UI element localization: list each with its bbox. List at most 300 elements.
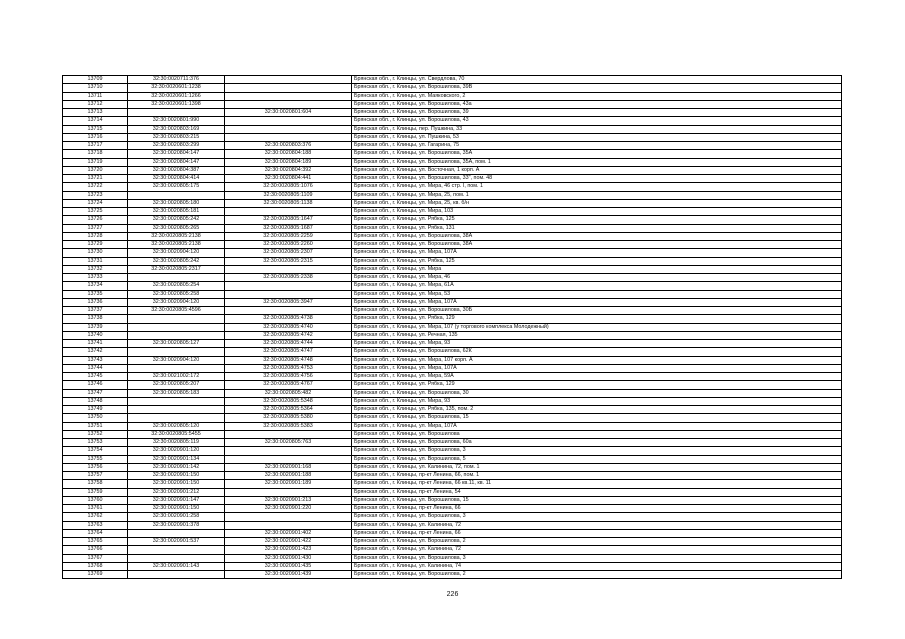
table-row: [63, 290, 842, 298]
object-cadastral-number-cell: 32:30:0020901:439: [225, 571, 352, 579]
address-cell: Брянская обл., г. Клинцы, ул. Мира, 59А: [352, 373, 842, 381]
address-cell: Брянская обл., г. Клинцы, пр-кт Ленина, 66: [352, 505, 842, 513]
table-row: [63, 364, 842, 372]
parcel-cadastral-number-cell: 32:30:0020904:120: [128, 356, 225, 364]
row-number-cell: 13739: [63, 323, 128, 331]
table-row: [63, 323, 842, 331]
address-cell: Брянская обл., г. Клинцы, ул. Мира, 46 стр. I, пом. 1: [352, 183, 842, 191]
address-cell: Брянская обл., г. Клинцы, ул. Мира, 107А: [352, 249, 842, 257]
parcel-cadastral-number-cell: [128, 348, 225, 356]
address-cell: Брянская обл., г. Клинцы, ул. Ворошилова, 2: [352, 571, 842, 579]
parcel-cadastral-number-cell: 32:30:0020804:147: [128, 158, 225, 166]
parcel-cadastral-number-cell: 32:30:0020805:175: [128, 183, 225, 191]
table-row: [63, 389, 842, 397]
row-number-cell: 13710: [63, 84, 128, 92]
table-row: [63, 76, 842, 84]
table-row: [63, 241, 842, 249]
object-cadastral-number-cell: [225, 100, 352, 108]
row-number-cell: 13751: [63, 422, 128, 430]
row-number-cell: 13757: [63, 472, 128, 480]
row-number-cell: 13711: [63, 92, 128, 100]
object-cadastral-number-cell: 32:30:0020805:1138: [225, 199, 352, 207]
parcel-cadastral-number-cell: 32:30:0020901:134: [128, 455, 225, 463]
parcel-cadastral-number-cell: 32:30:0020805:180: [128, 199, 225, 207]
object-cadastral-number-cell: 32:30:0020901:430: [225, 554, 352, 562]
address-cell: Брянская обл., г. Клинцы, ул. Ворошилова, 43а: [352, 100, 842, 108]
table-row: [63, 150, 842, 158]
table-row: [63, 158, 842, 166]
row-number-cell: 13709: [63, 76, 128, 84]
row-number-cell: 13763: [63, 521, 128, 529]
row-number-cell: 13722: [63, 183, 128, 191]
address-cell: Брянская обл., г. Клинцы, ул. Ворошилова, 15: [352, 414, 842, 422]
object-cadastral-number-cell: 32:30:0020901:168: [225, 463, 352, 471]
object-cadastral-number-cell: [225, 125, 352, 133]
row-number-cell: 13742: [63, 348, 128, 356]
parcel-cadastral-number-cell: 32:30:0020904:120: [128, 249, 225, 257]
address-cell: Брянская обл., г. Клинцы, ул. Рябка, 135, пом. 2: [352, 406, 842, 414]
object-cadastral-number-cell: 32:30:0020805:4753: [225, 364, 352, 372]
row-number-cell: 13758: [63, 480, 128, 488]
row-number-cell: 13728: [63, 232, 128, 240]
parcel-cadastral-number-cell: [128, 315, 225, 323]
object-cadastral-number-cell: [225, 84, 352, 92]
row-number-cell: 13734: [63, 282, 128, 290]
table-row: [63, 422, 842, 430]
object-cadastral-number-cell: 32:30:0020805:2338: [225, 274, 352, 282]
row-number-cell: 13713: [63, 109, 128, 117]
object-cadastral-number-cell: 32:30:0020803:376: [225, 142, 352, 150]
row-number-cell: 13726: [63, 216, 128, 224]
row-number-cell: 13724: [63, 199, 128, 207]
address-cell: Брянская обл., г. Клинцы, ул. Рябка, 131: [352, 224, 842, 232]
object-cadastral-number-cell: 32:30:0020805:5383: [225, 422, 352, 430]
parcel-cadastral-number-cell: 32:30:0020601:1266: [128, 92, 225, 100]
row-number-cell: 13716: [63, 133, 128, 141]
row-number-cell: 13744: [63, 364, 128, 372]
object-cadastral-number-cell: [225, 282, 352, 290]
address-cell: Брянская обл., г. Клинцы, ул. Мира, 53: [352, 290, 842, 298]
parcel-cadastral-number-cell: [128, 109, 225, 117]
address-cell: Брянская обл., г. Клинцы, ул. Восточная, 1 корп. А: [352, 166, 842, 174]
object-cadastral-number-cell: 32:30:0020805:2260: [225, 241, 352, 249]
table-row: [63, 496, 842, 504]
object-cadastral-number-cell: 32:30:0020805:1076: [225, 183, 352, 191]
object-cadastral-number-cell: 32:30:0020805:2307: [225, 249, 352, 257]
row-number-cell: 13720: [63, 166, 128, 174]
parcel-cadastral-number-cell: 32:30:0020803:169: [128, 125, 225, 133]
parcel-cadastral-number-cell: 32:30:0020803:299: [128, 142, 225, 150]
table-row: [63, 430, 842, 438]
table-row: [63, 381, 842, 389]
object-cadastral-number-cell: 32:30:0020805:4738: [225, 315, 352, 323]
object-cadastral-number-cell: 32:30:0020805:4748: [225, 356, 352, 364]
address-cell: Брянская обл., г. Клинцы, ул. Мира, 107А: [352, 422, 842, 430]
parcel-cadastral-number-cell: 32:30:0020901:150: [128, 480, 225, 488]
object-cadastral-number-cell: [225, 307, 352, 315]
table-row: [63, 232, 842, 240]
object-cadastral-number-cell: [225, 208, 352, 216]
object-cadastral-number-cell: 32:30:0020805:1109: [225, 191, 352, 199]
object-cadastral-number-cell: 32:30:0020805:5380: [225, 414, 352, 422]
page-number: 226: [446, 591, 459, 598]
parcel-cadastral-number-cell: [128, 406, 225, 414]
row-number-cell: 13765: [63, 538, 128, 546]
parcel-cadastral-number-cell: 32:30:0020805:207: [128, 381, 225, 389]
object-cadastral-number-cell: 32:30:0020805:1647: [225, 216, 352, 224]
address-cell: Брянская обл., г. Клинцы, пр-кт Ленина, 66, пом. 1: [352, 472, 842, 480]
row-number-cell: 13741: [63, 340, 128, 348]
address-cell: Брянская обл., г. Клинцы, ул. Ворошилова, 2: [352, 538, 842, 546]
table-row: [63, 109, 842, 117]
object-cadastral-number-cell: 32:30:0020805:2315: [225, 257, 352, 265]
address-cell: Брянская обл., г. Клинцы, ул. Рябка, 125: [352, 257, 842, 265]
parcel-cadastral-number-cell: 32:30:0020901:378: [128, 521, 225, 529]
address-cell: Брянская обл., г. Клинцы, ул. Ворошилова, 35А: [352, 150, 842, 158]
object-cadastral-number-cell: [225, 76, 352, 84]
address-cell: Брянская обл., г. Клинцы, ул. Калинина, 72: [352, 546, 842, 554]
address-cell: Брянская обл., г. Клинцы, ул. Мира, 107А: [352, 298, 842, 306]
row-number-cell: 13718: [63, 150, 128, 158]
object-cadastral-number-cell: [225, 265, 352, 273]
row-number-cell: 13768: [63, 562, 128, 570]
address-cell: Брянская обл., г. Клинцы, ул. Мира, 93: [352, 340, 842, 348]
parcel-cadastral-number-cell: 32:30:0020901:150: [128, 505, 225, 513]
address-cell: Брянская обл., г. Клинцы, ул. Ворошилова, 3: [352, 554, 842, 562]
parcel-cadastral-number-cell: 32:30:0020805:254: [128, 282, 225, 290]
address-cell: Брянская обл., г. Клинцы, ул. Ворошилова, 5: [352, 455, 842, 463]
address-cell: Брянская обл., г. Клинцы, ул. Калинина, 72: [352, 521, 842, 529]
table-row: [63, 100, 842, 108]
table-row: [63, 216, 842, 224]
address-cell: Брянская обл., г. Клинцы, пр-кт Ленина, 66 кв.11, кв. 11: [352, 480, 842, 488]
parcel-cadastral-number-cell: 32:30:0020804:387: [128, 166, 225, 174]
parcel-cadastral-number-cell: 32:30:0021002:172: [128, 373, 225, 381]
object-cadastral-number-cell: 32:30:0020901:435: [225, 562, 352, 570]
parcel-cadastral-number-cell: 32:30:0020805:119: [128, 439, 225, 447]
address-cell: Брянская обл., г. Клинцы, пер. Пушкина, 33: [352, 125, 842, 133]
parcel-cadastral-number-cell: 32:30:0020805:265: [128, 224, 225, 232]
object-cadastral-number-cell: 32:30:0020805:4756: [225, 373, 352, 381]
parcel-cadastral-number-cell: 32:30:0020805:5455: [128, 430, 225, 438]
address-cell: Брянская обл., г. Клинцы, ул. Мира, 25, пом. 1: [352, 191, 842, 199]
table-row: [63, 298, 842, 306]
object-cadastral-number-cell: [225, 521, 352, 529]
object-cadastral-number-cell: 32:30:0020805:4742: [225, 331, 352, 339]
parcel-cadastral-number-cell: 32:30:0020805:120: [128, 422, 225, 430]
address-cell: Брянская обл., г. Клинцы, ул. Мира, 103: [352, 208, 842, 216]
address-cell: Брянская обл., г. Клинцы, ул. Мира, 107 корп. А: [352, 356, 842, 364]
table-row: [63, 133, 842, 141]
table-row: [63, 125, 842, 133]
object-cadastral-number-cell: 32:30:0020805:4767: [225, 381, 352, 389]
table-row: [63, 265, 842, 273]
parcel-cadastral-number-cell: 32:30:0020804:414: [128, 175, 225, 183]
row-number-cell: 13738: [63, 315, 128, 323]
parcel-cadastral-number-cell: 32:30:0020901:147: [128, 496, 225, 504]
object-cadastral-number-cell: 32:30:0020804:392: [225, 166, 352, 174]
parcel-cadastral-number-cell: 32:30:0020901:143: [128, 562, 225, 570]
parcel-cadastral-number-cell: 32:30:0020805:183: [128, 389, 225, 397]
row-number-cell: 13747: [63, 389, 128, 397]
table-row: [63, 554, 842, 562]
address-cell: Брянская обл., г. Клинцы, ул. Ворошилова, 43: [352, 117, 842, 125]
object-cadastral-number-cell: 32:30:0020804:188: [225, 150, 352, 158]
address-cell: Брянская обл., г. Клинцы, ул. Ворошилова, 60а: [352, 439, 842, 447]
parcel-cadastral-number-cell: 32:30:0020901:150: [128, 472, 225, 480]
address-cell: Брянская обл., г. Клинцы, ул. Ворошилова, 39: [352, 109, 842, 117]
parcel-cadastral-number-cell: 32:30:0020711:376: [128, 76, 225, 84]
address-cell: Брянская обл., г. Клинцы, ул. Ворошилова, 30: [352, 389, 842, 397]
address-cell: Брянская обл., г. Клинцы, ул. Ворошилова, 3: [352, 447, 842, 455]
table-row: [63, 340, 842, 348]
parcel-cadastral-number-cell: 32:30:0020805:258: [128, 290, 225, 298]
table-row: [63, 397, 842, 405]
row-number-cell: 13745: [63, 373, 128, 381]
row-number-cell: 13721: [63, 175, 128, 183]
table-row: [63, 480, 842, 488]
object-cadastral-number-cell: [225, 133, 352, 141]
row-number-cell: 13755: [63, 455, 128, 463]
parcel-cadastral-number-cell: 32:30:0020805:127: [128, 340, 225, 348]
address-cell: Брянская обл., г. Клинцы, ул. Ворошилова, 33", пом. 48: [352, 175, 842, 183]
object-cadastral-number-cell: 32:30:0020805:3947: [225, 298, 352, 306]
object-cadastral-number-cell: 32:30:0020901:422: [225, 538, 352, 546]
row-number-cell: 13749: [63, 406, 128, 414]
parcel-cadastral-number-cell: [128, 529, 225, 537]
parcel-cadastral-number-cell: 32:30:0020601:1398: [128, 100, 225, 108]
table-row: [63, 307, 842, 315]
table-row: [63, 521, 842, 529]
table-row: [63, 117, 842, 125]
parcel-cadastral-number-cell: 32:30:0020805:181: [128, 208, 225, 216]
parcel-cadastral-number-cell: [128, 571, 225, 579]
address-cell: Брянская обл., г. Клинцы, ул. Мира, 93: [352, 397, 842, 405]
object-cadastral-number-cell: 32:30:0020901:402: [225, 529, 352, 537]
object-cadastral-number-cell: 32:30:0020805:5348: [225, 397, 352, 405]
row-number-cell: 13760: [63, 496, 128, 504]
registry-table-body: [63, 76, 842, 579]
object-cadastral-number-cell: 32:30:0020805:1687: [225, 224, 352, 232]
parcel-cadastral-number-cell: 32:30:0020805:2317: [128, 265, 225, 273]
object-cadastral-number-cell: 32:30:0020805:4747: [225, 348, 352, 356]
row-number-cell: 13733: [63, 274, 128, 282]
address-cell: Брянская обл., г. Клинцы, ул. Калинина, 74: [352, 562, 842, 570]
object-cadastral-number-cell: 32:30:0020805:482: [225, 389, 352, 397]
object-cadastral-number-cell: [225, 290, 352, 298]
address-cell: Брянская обл., г. Клинцы, ул. Калинина, 72, пом. 1: [352, 463, 842, 471]
parcel-cadastral-number-cell: 32:30:0020804:147: [128, 150, 225, 158]
address-cell: Брянская обл., г. Клинцы, ул. Рябка, 129: [352, 381, 842, 389]
row-number-cell: 13715: [63, 125, 128, 133]
row-number-cell: 13759: [63, 488, 128, 496]
parcel-cadastral-number-cell: [128, 554, 225, 562]
object-cadastral-number-cell: [225, 117, 352, 125]
table-row: [63, 199, 842, 207]
address-cell: Брянская обл., г. Клинцы, ул. Мира, 61А: [352, 282, 842, 290]
address-cell: Брянская обл., г. Клинцы, ул. Мира, 46: [352, 274, 842, 282]
row-number-cell: 13712: [63, 100, 128, 108]
parcel-cadastral-number-cell: 32:30:0020904:120: [128, 298, 225, 306]
parcel-cadastral-number-cell: [128, 331, 225, 339]
table-row: [63, 224, 842, 232]
address-cell: Брянская обл., г. Клинцы, ул. Свердлова, 70: [352, 76, 842, 84]
table-row: [63, 257, 842, 265]
table-row: [63, 546, 842, 554]
row-number-cell: 13762: [63, 513, 128, 521]
parcel-cadastral-number-cell: [128, 364, 225, 372]
object-cadastral-number-cell: 32:30:0020805:2259: [225, 232, 352, 240]
address-cell: Брянская обл., г. Клинцы, ул. Гагарина, 75: [352, 142, 842, 150]
address-cell: Брянская обл., г. Клинцы, ул. Ворошилова, 3: [352, 513, 842, 521]
address-cell: Брянская обл., г. Клинцы, ул. Ворошилова, 39В: [352, 84, 842, 92]
table-row: [63, 463, 842, 471]
address-cell: Брянская обл., г. Клинцы, ул. Ворошилова, 62К: [352, 348, 842, 356]
object-cadastral-number-cell: 32:30:0020901:220: [225, 505, 352, 513]
address-cell: Брянская обл., г. Клинцы, ул. Мира, 25, кв. б/н: [352, 199, 842, 207]
row-number-cell: 13737: [63, 307, 128, 315]
parcel-cadastral-number-cell: 32:30:0020805:242: [128, 257, 225, 265]
table-row: [63, 571, 842, 579]
table-row: [63, 274, 842, 282]
parcel-cadastral-number-cell: 32:30:0020601:1238: [128, 84, 225, 92]
object-cadastral-number-cell: [225, 447, 352, 455]
table-row: [63, 348, 842, 356]
table-row: [63, 455, 842, 463]
parcel-cadastral-number-cell: 32:30:0020801:990: [128, 117, 225, 125]
object-cadastral-number-cell: 32:30:0020805:4740: [225, 323, 352, 331]
object-cadastral-number-cell: [225, 455, 352, 463]
row-number-cell: 13748: [63, 397, 128, 405]
object-cadastral-number-cell: [225, 513, 352, 521]
table-row: [63, 183, 842, 191]
row-number-cell: 13725: [63, 208, 128, 216]
table-row: [63, 529, 842, 537]
object-cadastral-number-cell: [225, 488, 352, 496]
parcel-cadastral-number-cell: 32:30:0020805:242: [128, 216, 225, 224]
table-row: [63, 488, 842, 496]
parcel-cadastral-number-cell: 32:30:0020805:2138: [128, 241, 225, 249]
parcel-cadastral-number-cell: 32:30:0020901:212: [128, 488, 225, 496]
table-row: [63, 447, 842, 455]
row-number-cell: 13766: [63, 546, 128, 554]
row-number-cell: 13735: [63, 290, 128, 298]
row-number-cell: 13730: [63, 249, 128, 257]
table-row: [63, 175, 842, 183]
parcel-cadastral-number-cell: 32:30:0020805:2138: [128, 232, 225, 240]
table-row: [63, 142, 842, 150]
parcel-cadastral-number-cell: 32:30:0020901:142: [128, 463, 225, 471]
address-cell: Брянская обл., г. Клинцы, ул. Ворошилова, 15: [352, 496, 842, 504]
object-cadastral-number-cell: 32:30:0020901:213: [225, 496, 352, 504]
address-cell: Брянская обл., г. Клинцы, пр-кт Ленина, 54: [352, 488, 842, 496]
address-cell: Брянская обл., г. Клинцы, пр-кт Ленина, 66: [352, 529, 842, 537]
table-row: [63, 92, 842, 100]
address-cell: Брянская обл., г. Клинцы, ул. Мира: [352, 265, 842, 273]
row-number-cell: 13769: [63, 571, 128, 579]
row-number-cell: 13719: [63, 158, 128, 166]
address-cell: Брянская обл., г. Клинцы, ул. Рябка, 125: [352, 216, 842, 224]
table-row: [63, 513, 842, 521]
table-row: [63, 562, 842, 570]
table-row: [63, 472, 842, 480]
object-cadastral-number-cell: 32:30:0020804:441: [225, 175, 352, 183]
object-cadastral-number-cell: 32:30:0020805:5364: [225, 406, 352, 414]
row-number-cell: 13736: [63, 298, 128, 306]
parcel-cadastral-number-cell: [128, 191, 225, 199]
row-number-cell: 13731: [63, 257, 128, 265]
row-number-cell: 13723: [63, 191, 128, 199]
address-cell: Брянская обл., г. Клинцы, ул. Ворошилова, 30Б: [352, 307, 842, 315]
parcel-cadastral-number-cell: 32:30:0020803:215: [128, 133, 225, 141]
row-number-cell: 13732: [63, 265, 128, 273]
row-number-cell: 13764: [63, 529, 128, 537]
address-cell: Брянская обл., г. Клинцы, ул. Рябка, 129: [352, 315, 842, 323]
table-row: [63, 191, 842, 199]
property-registry-table: [62, 75, 842, 579]
row-number-cell: 13754: [63, 447, 128, 455]
row-number-cell: 13756: [63, 463, 128, 471]
table-row: [63, 538, 842, 546]
address-cell: Брянская обл., г. Клинцы, ул. Мира, 107А: [352, 364, 842, 372]
object-cadastral-number-cell: [225, 430, 352, 438]
address-cell: Брянская обл., г. Клинцы, ул. Ворошилова, 38А: [352, 241, 842, 249]
object-cadastral-number-cell: 32:30:0020805:763: [225, 439, 352, 447]
object-cadastral-number-cell: 32:30:0020801:604: [225, 109, 352, 117]
table-row: [63, 356, 842, 364]
row-number-cell: 13740: [63, 331, 128, 339]
table-row: [63, 414, 842, 422]
address-cell: Брянская обл., г. Клинцы, ул. Маяковского, 2: [352, 92, 842, 100]
parcel-cadastral-number-cell: 32:30:0020901:120: [128, 447, 225, 455]
address-cell: Брянская обл., г. Клинцы, ул. Пушкина, 53: [352, 133, 842, 141]
row-number-cell: 13727: [63, 224, 128, 232]
parcel-cadastral-number-cell: [128, 546, 225, 554]
table-row: [63, 282, 842, 290]
row-number-cell: 13767: [63, 554, 128, 562]
table-row: [63, 331, 842, 339]
table-row: [63, 373, 842, 381]
parcel-cadastral-number-cell: 32:30:0020805:4596: [128, 307, 225, 315]
address-cell: Брянская обл., г. Клинцы, ул. Ворошилова, 38А: [352, 232, 842, 240]
row-number-cell: 13753: [63, 439, 128, 447]
parcel-cadastral-number-cell: [128, 397, 225, 405]
table-row: [63, 208, 842, 216]
row-number-cell: 13714: [63, 117, 128, 125]
object-cadastral-number-cell: [225, 92, 352, 100]
address-cell: Брянская обл., г. Клинцы, ул. Ворошилова, 35А, пом. 1: [352, 158, 842, 166]
object-cadastral-number-cell: 32:30:0020901:188: [225, 472, 352, 480]
row-number-cell: 13729: [63, 241, 128, 249]
table-row: [63, 84, 842, 92]
object-cadastral-number-cell: 32:30:0020804:189: [225, 158, 352, 166]
parcel-cadastral-number-cell: [128, 414, 225, 422]
row-number-cell: 13752: [63, 430, 128, 438]
object-cadastral-number-cell: 32:30:0020901:189: [225, 480, 352, 488]
table-row: [63, 249, 842, 257]
address-cell: Брянская обл., г. Клинцы, ул. Ворошилова: [352, 430, 842, 438]
table-row: [63, 505, 842, 513]
row-number-cell: 13750: [63, 414, 128, 422]
row-number-cell: 13743: [63, 356, 128, 364]
address-cell: Брянская обл., г. Клинцы, ул. Мира, 107 (у торгового комплекса Молодежный): [352, 323, 842, 331]
row-number-cell: 13717: [63, 142, 128, 150]
parcel-cadastral-number-cell: [128, 323, 225, 331]
object-cadastral-number-cell: 32:30:0020901:423: [225, 546, 352, 554]
parcel-cadastral-number-cell: 32:30:0020901:537: [128, 538, 225, 546]
object-cadastral-number-cell: 32:30:0020805:4744: [225, 340, 352, 348]
address-cell: Брянская обл., г. Клинцы, ул. Речная, 135: [352, 331, 842, 339]
